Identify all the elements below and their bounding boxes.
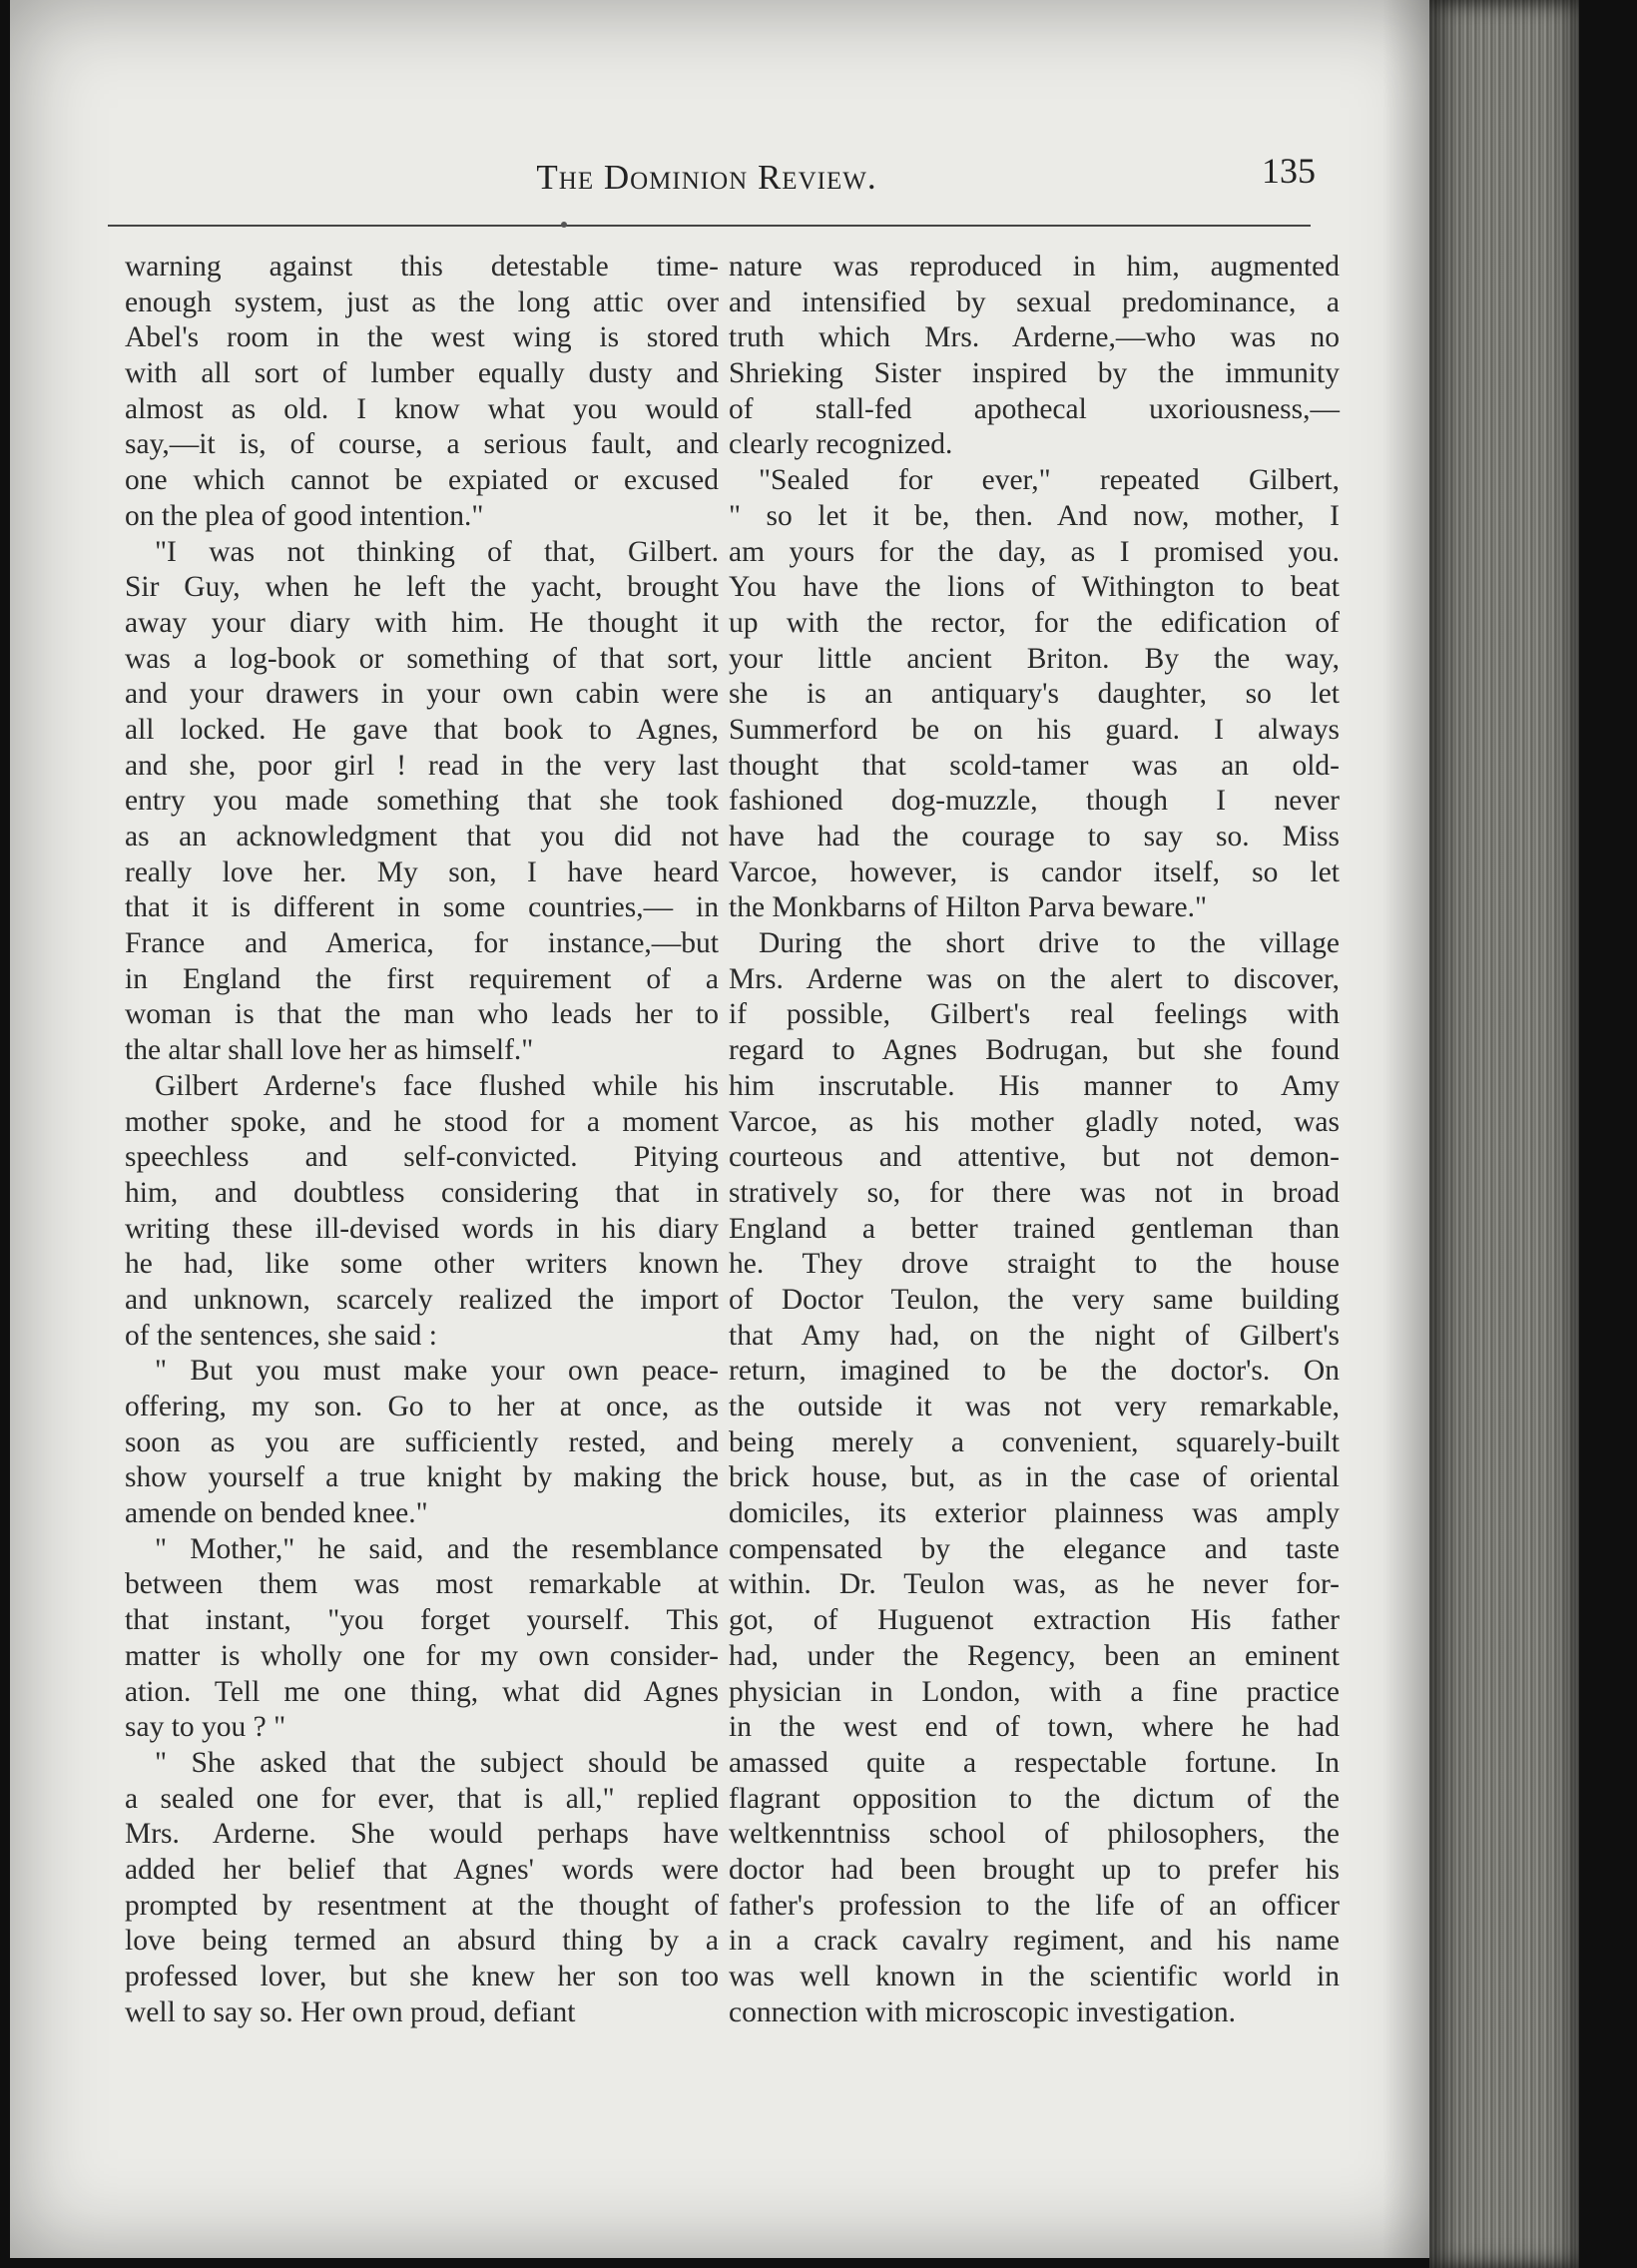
text-line: Shrieking Sister inspired by the immunity — [729, 357, 1340, 390]
text-line: Gilbert Arderne's face flushed while his — [155, 1069, 719, 1102]
text-line: ation. Tell me one thing, what did Agnes — [125, 1675, 719, 1708]
text-line: woman is that the man who leads her to — [125, 998, 719, 1031]
text-line: speechless and self-convicted. Pitying — [125, 1141, 719, 1174]
text-line: stratively so, for there was not in broad — [729, 1176, 1340, 1209]
text-line: courteous and attentive, but not demon- — [729, 1141, 1340, 1174]
text-line: warning against this detestable time- — [125, 251, 719, 283]
text-line: of Doctor Teulon, the very same building — [729, 1283, 1340, 1316]
text-line: added her belief that Agnes' words were — [125, 1853, 719, 1886]
text-line: matter is wholly one for my own consider- — [125, 1639, 719, 1672]
paragraph — [125, 1069, 719, 1355]
text-line: Abel's room in the west wing is stored — [125, 321, 719, 354]
text-line: was a log-book or something of that sort, — [125, 642, 719, 675]
text-line: am yours for the day, as I promised you. — [729, 535, 1340, 568]
text-line: he had, like some other writers known — [125, 1248, 719, 1281]
paragraph — [125, 250, 719, 535]
text-line: "Sealed for ever," repeated Gilbert, — [759, 464, 1340, 497]
book-page-edges — [1429, 0, 1579, 2268]
text-line: well to say so. Her own proud, defiant — [125, 1995, 576, 2028]
text-line: Varcoe, as his mother gladly noted, was — [729, 1105, 1340, 1138]
text-line: one which cannot be expiated or excused — [125, 464, 719, 497]
text-line: that instant, "you forget yourself. This — [125, 1604, 719, 1637]
text-line: and your drawers in your own cabin were — [125, 678, 719, 711]
text-line: Summerford be on his guard. I always — [729, 713, 1340, 746]
text-line: him inscrutable. His manner to Amy — [729, 1069, 1340, 1102]
text-line: nature was reproduced in him, augmented — [729, 251, 1340, 283]
text-line: had, under the Regency, been an eminent — [729, 1639, 1340, 1672]
text-line: connection with microscopic investigation. — [729, 1995, 1236, 2028]
text-line: of the sentences, she said : — [125, 1319, 437, 1352]
text-line: prompted by resentment at the thought of — [125, 1889, 719, 1922]
text-line: domiciles, its exterior plainness was amply — [729, 1497, 1340, 1530]
text-line: You have the lions of Withington to beat — [729, 571, 1340, 604]
text-line: with all sort of lumber equally dusty and — [125, 357, 719, 390]
page-number: 135 — [1262, 151, 1316, 191]
text-line: France and America, for instance,—but — [125, 927, 719, 960]
text-line: professed lover, but she knew her son too — [125, 1961, 719, 1992]
text-line: clearly recognized. — [729, 428, 953, 461]
text-line: writing these ill-devised words in his diary — [125, 1212, 719, 1245]
text-line: mother spoke, and he stood for a moment — [125, 1105, 719, 1138]
paragraph — [125, 1354, 719, 1531]
text-line: if possible, Gilbert's real feelings with — [729, 998, 1340, 1031]
text-line: " so let it be, then. And now, mother, I — [729, 499, 1340, 532]
text-line: a sealed one for ever, that is all," replied — [125, 1782, 719, 1815]
text-line: Varcoe, however, is candor itself, so let — [729, 855, 1340, 888]
text-line: England a better trained gentleman than — [729, 1212, 1340, 1245]
paragraph — [729, 463, 1340, 926]
text-line: between them was most remarkable at — [125, 1568, 719, 1601]
text-line: father's profession to the life of an officer — [729, 1889, 1340, 1922]
text-line: " She asked that the subject should be — [155, 1746, 719, 1779]
text-line: as an acknowledgment that you did not — [125, 821, 719, 852]
text-line: Mrs. Arderne. She would perhaps have — [125, 1818, 719, 1851]
text-line: brick house, but, as in the case of oriental — [729, 1461, 1340, 1494]
text-line: in the west end of town, where he had — [729, 1711, 1340, 1744]
text-line: away your diary with him. He thought it — [125, 606, 719, 639]
text-line: say to you ? " — [125, 1711, 286, 1744]
text-line: fashioned dog-muzzle, though I never — [729, 785, 1340, 818]
text-line: being merely a convenient, squarely-built — [729, 1425, 1340, 1458]
text-line: she is an antiquary's daughter, so let — [729, 678, 1340, 711]
text-line: and she, poor girl ! read in the very last — [125, 749, 719, 782]
text-line: flagrant opposition to the dictum of the — [729, 1782, 1340, 1815]
paragraph — [125, 535, 719, 1069]
text-line: love being termed an absurd thing by a — [125, 1925, 719, 1958]
text-line: offering, my son. Go to her at once, as — [125, 1391, 719, 1422]
text-line: soon as you are sufficiently rested, and — [125, 1425, 719, 1458]
text-line: almost as old. I know what you would — [125, 392, 719, 425]
page-header — [108, 140, 1316, 230]
text-line: amende on bended knee." — [125, 1497, 428, 1530]
text-line: Sir Guy, when he left the yacht, brought — [125, 571, 719, 604]
text-line: amassed quite a respectable fortune. In — [729, 1746, 1340, 1779]
text-line: doctor had been brought up to prefer his — [729, 1853, 1340, 1886]
paragraph — [125, 1532, 719, 1746]
text-line: the Monkbarns of Hilton Parva beware." — [729, 891, 1208, 924]
text-line: he. They drove straight to the house — [729, 1248, 1340, 1281]
text-line: say,—it is, of course, a serious fault, and — [125, 428, 719, 461]
text-line: the altar shall love her as himself." — [125, 1034, 534, 1067]
text-line: the outside it was not very remarkable, — [729, 1391, 1340, 1422]
text-line: and unknown, scarcely realized the import — [125, 1283, 719, 1316]
text-line: within. Dr. Teulon was, as he never for- — [729, 1568, 1340, 1601]
text-line: truth which Mrs. Arderne,—who was no — [729, 321, 1340, 354]
text-line: of stall-fed apothecal uxoriousness,— — [729, 392, 1340, 425]
text-line: that Amy had, on the night of Gilbert's — [729, 1319, 1340, 1352]
text-line: "I was not thinking of that, Gilbert. — [155, 535, 719, 568]
text-line: up with the rector, for the edification of — [729, 606, 1340, 639]
text-line: weltkenntniss school of philosophers, the — [729, 1818, 1340, 1851]
text-line: that it is different in some countries,— in — [125, 891, 719, 924]
text-line: got, of Huguenot extraction His father — [729, 1604, 1340, 1637]
text-line: on the plea of good intention." — [125, 499, 484, 532]
running-head: The Dominion Review. — [536, 158, 877, 197]
text-line: compensated by the elegance and taste — [729, 1532, 1340, 1565]
text-line: " But you must make your own peace- — [155, 1355, 719, 1388]
text-line: really love her. My son, I have heard — [125, 855, 719, 888]
book-page — [10, 0, 1447, 2258]
header-ornament-dot — [561, 222, 567, 228]
text-line: all locked. He gave that book to Agnes, — [125, 713, 719, 746]
text-line: in England the first requirement of a — [125, 962, 719, 995]
text-line: in a crack cavalry regiment, and his name — [729, 1925, 1340, 1958]
text-line: return, imagined to be the doctor's. On — [729, 1355, 1340, 1388]
text-line: him, and doubtless considering that in — [125, 1176, 719, 1209]
right-column — [729, 250, 1340, 2030]
text-line: and intensified by sexual predominance, a — [729, 285, 1340, 318]
text-line: " Mother," he said, and the resemblance — [155, 1532, 719, 1565]
text-line: thought that scold-tamer was an old- — [729, 749, 1340, 782]
text-line: enough system, just as the long attic over — [125, 285, 719, 318]
text-line: Mrs. Arderne was on the alert to discover, — [729, 962, 1340, 995]
text-line: entry you made something that she took — [125, 785, 719, 818]
paragraph — [125, 1746, 719, 2031]
text-line: show yourself a true knight by making the — [125, 1461, 719, 1494]
text-line: regard to Agnes Bodrugan, but she found — [729, 1034, 1340, 1067]
text-line: During the short drive to the village — [759, 927, 1340, 960]
left-column — [125, 250, 719, 2030]
header-rule — [108, 225, 1311, 227]
text-line: have had the courage to say so. Miss — [729, 821, 1340, 852]
text-line: was well known in the scientific world in — [729, 1961, 1340, 1992]
text-line: your little ancient Briton. By the way, — [729, 642, 1340, 675]
paragraph — [729, 250, 1340, 463]
paragraph — [729, 926, 1340, 2030]
text-line: physician in London, with a fine practice — [729, 1675, 1340, 1708]
